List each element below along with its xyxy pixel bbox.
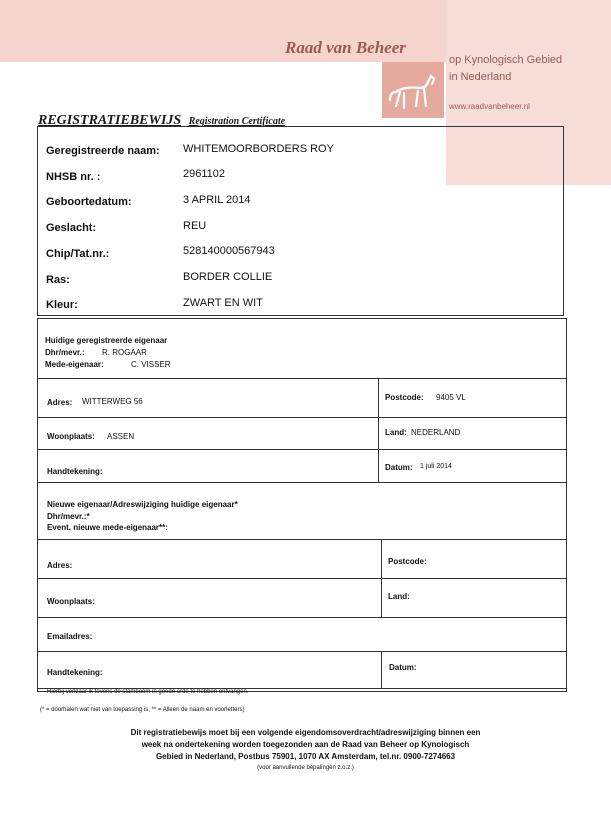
nhsb-label: NHSB nr. : (46, 171, 101, 183)
footnote-line1: Dit registratiebewijs moet bij een volgende eigendomsoverdracht/adreswijziging binnen een (130, 728, 481, 737)
birth-date-value: 3 APRIL 2014 (183, 194, 251, 206)
new-city-label: Woonplaats: (47, 597, 95, 606)
new-signature-label: Handtekening: (47, 668, 103, 677)
address-label: Adres: (47, 398, 73, 407)
new-owner-heading: Nieuwe eigenaar/Adreswijziging huidige eigenaar* (47, 500, 238, 509)
new-owner-label: Dhr/mevr.:* (47, 512, 90, 521)
nhsb-value: 2961102 (183, 168, 226, 180)
signature-label: Handtekening: (47, 467, 103, 476)
logo (382, 62, 444, 118)
dog-name-label: Geregistreerde naam: (46, 145, 160, 157)
owner-label: Dhr/mevr.: (45, 348, 85, 357)
divider (37, 378, 567, 379)
divider (37, 417, 567, 418)
footnote-line2: week na ondertekening worden toegezonden aan de Raad van Beheer op Kynologisch (141, 740, 470, 749)
new-address-label: Adres: (47, 561, 73, 570)
new-postcode-label: Postcode: (388, 557, 427, 566)
color-label: Kleur: (46, 299, 78, 311)
owner-value: R. ROGAAR (102, 348, 147, 357)
divider (37, 539, 567, 540)
breed-value: BORDER COLLIE (183, 271, 273, 283)
footnote-legend: (* = doorhalen wat niet van toepassing is, ** = Alleen de naam en voorletters) (40, 707, 245, 713)
address-value: WITTERWEG 56 (82, 397, 143, 406)
city-value: ASSEN (107, 432, 135, 441)
postcode-value: 9405 VL (436, 393, 466, 402)
divider (37, 651, 567, 652)
new-email-label: Emailadres: (47, 632, 93, 641)
dog-name-value: WHITEMOORBORDERS ROY (183, 143, 334, 155)
title-main: REGISTRATIEBEWIJS (38, 113, 182, 128)
sex-value: REU (183, 220, 207, 232)
sex-label: Geslacht: (46, 222, 97, 234)
co-owner-label: Mede-eigenaar: (45, 360, 104, 369)
divider (37, 482, 567, 483)
chip-value: 528140000567943 (183, 245, 275, 257)
date-label: Datum: (385, 463, 413, 472)
title-sub: Registration Certificate (188, 116, 286, 127)
footnote-line4: (voor aanvullende bepalingen z.o.z.) (257, 765, 354, 771)
dog-silhouette-icon (382, 62, 444, 118)
org-subtitle-line1: op Kynologisch Gebied (449, 54, 563, 66)
divider (381, 539, 382, 617)
divider (37, 617, 567, 618)
date-value: 1 juli 2014 (420, 463, 452, 470)
divider (381, 651, 382, 688)
org-name: Raad van Beheer (285, 38, 406, 57)
new-country-label: Land: (388, 592, 410, 601)
divider (37, 578, 567, 579)
footnote-line3: Gebied in Nederland, Postbus 75901, 1070 AX Amsterdam, tel.nr. 0900-7274663 (155, 752, 456, 761)
postcode-label: Postcode: (385, 393, 424, 402)
breed-label: Ras: (46, 274, 70, 286)
new-co-owner-label: Event. nieuwe mede-eigenaar**: (47, 523, 168, 532)
country-label: Land: (385, 428, 407, 437)
co-owner-value: C. VISSER (131, 360, 171, 369)
org-subtitle-line2: in Nederland (449, 71, 512, 83)
divider (37, 449, 567, 450)
birth-date-label: Geboortedatum: (46, 196, 132, 208)
current-owner-heading: Huidige geregistreerde eigenaar (45, 336, 168, 345)
chip-label: Chip/Tat.nr.: (46, 248, 110, 260)
new-date-label: Datum: (389, 663, 417, 672)
divider (378, 378, 379, 482)
country-value: NEDERLAND (411, 428, 461, 437)
declaration-text: Hierbij verklaar ik tevens de stamboom in goede orde te hebben ontvangen. (47, 689, 249, 695)
color-value: ZWART EN WIT (183, 297, 263, 309)
org-url: www.raadvanbeheer.nl (449, 102, 530, 111)
city-label: Woonplaats: (47, 432, 95, 441)
